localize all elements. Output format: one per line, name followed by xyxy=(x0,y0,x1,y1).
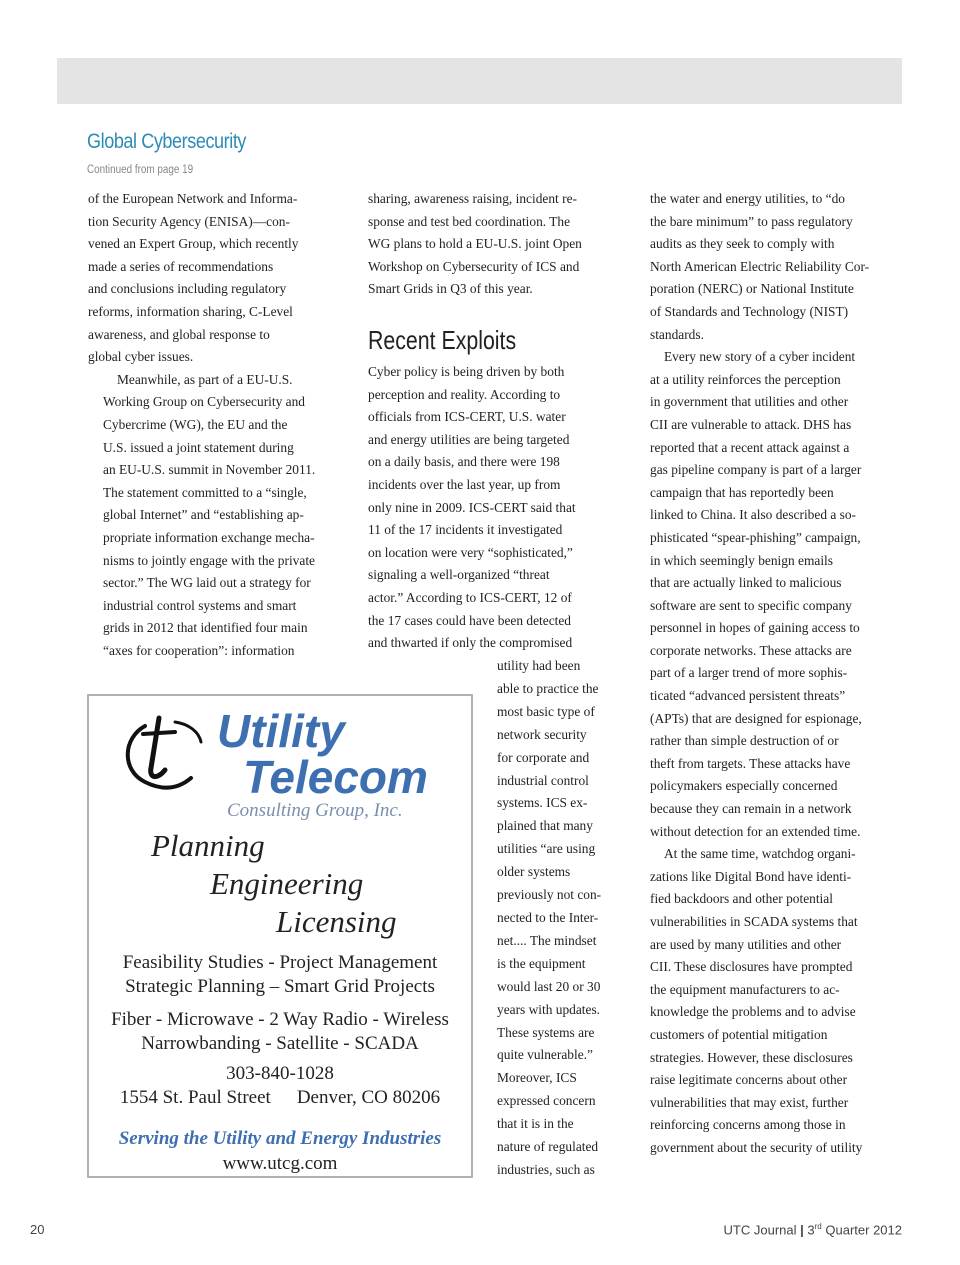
text-line: Smart Grids in Q3 of this year. xyxy=(368,281,533,297)
col2-paragraph-2 xyxy=(368,361,620,655)
col2-narrow-wrap xyxy=(497,655,627,1182)
text-line: theft from targets. These attacks have xyxy=(650,755,851,771)
col1-paragraph-2 xyxy=(88,369,344,663)
text-line: years with updates. xyxy=(497,1001,601,1017)
text-line: poration (NERC) or National Institute xyxy=(650,281,854,297)
text-line: sponse and test bed coordination. The xyxy=(368,213,571,229)
text-line: net.... The mindset xyxy=(497,932,597,948)
text-line: on location were very “sophisticated,” xyxy=(368,544,573,560)
text-line: of Standards and Technology (NIST) xyxy=(650,303,849,319)
text-line: rather than simple destruction of or xyxy=(650,733,839,749)
ad-city: Denver, CO 80206 xyxy=(296,1087,441,1108)
text-line: audits as they seek to comply with xyxy=(650,236,835,252)
text-line: Cyber policy is being driven by both xyxy=(368,363,565,379)
text-line: are used by many utilities and other xyxy=(650,936,842,952)
text-line: at a utility reinforces the perception xyxy=(650,371,841,387)
text-line: awareness, and global response to xyxy=(88,326,270,342)
text-line: the water and energy utilities, to “do xyxy=(650,191,845,206)
text-line: actor.” According to ICS-CERT, 12 of xyxy=(368,589,572,605)
text-line: personnel in hopes of gaining access to xyxy=(650,620,860,636)
text-line: tion Security Agency (ENISA)—con- xyxy=(88,213,290,229)
text-line: because they can remain in a network xyxy=(650,801,852,817)
ad-brand-telecom: Telecom xyxy=(243,751,428,803)
ad-line-strategic: Strategic Planning – Smart Grid Projects xyxy=(125,976,435,997)
text-line: raise legitimate concerns about other xyxy=(650,1072,848,1088)
text-line: global cyber issues. xyxy=(88,349,194,365)
text-line: industrial control systems and smart xyxy=(103,597,297,613)
text-line: Every new story of a cyber incident xyxy=(664,349,856,365)
ad-tagline: Serving the Utility and Energy Industries xyxy=(118,1128,442,1149)
text-line: industrial control xyxy=(497,772,589,788)
text-line: phisticated “spear-phishing” campaign, xyxy=(650,529,861,545)
text-line: standards. xyxy=(650,326,704,342)
text-line: The statement committed to a “single, xyxy=(103,484,307,500)
text-line: and conclusions including regulatory xyxy=(88,281,287,297)
text-line: utilities “are using xyxy=(497,841,596,857)
footer-quarter-number: 3 xyxy=(807,1222,815,1238)
ad-street: 1554 St. Paul Street xyxy=(119,1087,271,1108)
ad-brand-consulting: Consulting Group, Inc. xyxy=(227,800,403,821)
ad-service-planning: Planning xyxy=(151,828,265,863)
text-line: reported that a recent attack against a xyxy=(650,439,850,455)
text-line: plained that many xyxy=(497,818,593,834)
text-line: is the equipment xyxy=(497,955,586,971)
text-line: most basic type of xyxy=(497,703,595,719)
text-line: strategies. However, these disclosures xyxy=(650,1049,853,1065)
col3-paragraph-1 xyxy=(650,188,906,346)
text-line: CII are vulnerable to attack. DHS has xyxy=(650,416,852,432)
text-line: U.S. issued a joint statement during xyxy=(103,439,294,455)
text-line: utility had been xyxy=(497,658,581,673)
text-line: Moreover, ICS xyxy=(497,1070,577,1086)
ad-url-link[interactable]: www.utcg.com xyxy=(222,1153,338,1174)
text-line: would last 20 or 30 xyxy=(497,978,601,994)
text-line: and thwarted if only the compromised xyxy=(368,635,573,651)
text-line: for corporate and xyxy=(497,749,590,765)
text-line: only nine in 2009. ICS-CERT said that xyxy=(368,499,576,515)
text-line: Working Group on Cybersecurity and xyxy=(103,394,305,410)
text-line: nected to the Inter- xyxy=(497,909,599,925)
text-line: sharing, awareness raising, incident re- xyxy=(368,191,577,206)
text-line: propriate information exchange mecha- xyxy=(103,529,315,545)
text-line: the 17 cases could have been detected xyxy=(368,612,571,628)
text-line: global Internet” and “establishing ap- xyxy=(103,507,304,523)
ad-service-licensing: Licensing xyxy=(276,904,397,939)
text-line: Workshop on Cybersecurity of ICS and xyxy=(368,258,580,274)
text-line: Meanwhile, as part of a EU-U.S. xyxy=(117,371,293,387)
ad-line-feasibility: Feasibility Studies - Project Management xyxy=(122,952,438,973)
text-line: without detection for an extended time. xyxy=(650,823,861,839)
text-line: officials from ICS-CERT, U.S. water xyxy=(368,409,566,425)
text-line: campaign that has reportedly been xyxy=(650,484,834,500)
text-line: reforms, information sharing, C-Level xyxy=(88,303,293,319)
footer-journal xyxy=(724,1222,902,1237)
utility-telecom-advertisement[interactable] xyxy=(87,694,473,1178)
column-3 xyxy=(650,188,906,1160)
text-line: sector.” The WG laid out a strategy for xyxy=(103,575,311,591)
text-line: systems. ICS ex- xyxy=(497,795,588,811)
text-line: reinforcing concerns among those in xyxy=(650,1117,846,1133)
text-line: corporate networks. These attacks are xyxy=(650,642,852,658)
footer-separator: | xyxy=(800,1222,804,1238)
text-line: zations like Digital Bond have identi- xyxy=(650,868,852,884)
footer-quarter-rest: Quarter 2012 xyxy=(825,1222,902,1238)
text-line: North American Electric Reliability Cor- xyxy=(650,258,870,274)
ad-line-narrowbanding: Narrowbanding - Satellite - SCADA xyxy=(141,1033,419,1054)
text-line: that it is in the xyxy=(497,1116,574,1132)
ad-service-engineering: Engineering xyxy=(210,866,364,901)
page-number: 20 xyxy=(30,1222,45,1237)
col1-paragraph-1 xyxy=(88,188,344,369)
section-title: Global Cybersecurity xyxy=(87,130,247,153)
text-line: perception and reality. According to xyxy=(368,386,561,402)
text-line: made a series of recommendations xyxy=(88,258,274,274)
ad-phone: 303-840-1028 xyxy=(226,1063,334,1084)
ad-brand-utility: Utility xyxy=(217,705,345,757)
text-line: vulnerabilities in SCADA systems that xyxy=(650,914,858,929)
text-line: of the European Network and Informa- xyxy=(88,191,298,206)
text-line: government about the security of utility xyxy=(650,1139,863,1155)
text-line: customers of potential mitigation xyxy=(650,1026,828,1042)
utility-telecom-logo-icon xyxy=(115,708,215,798)
col3-paragraph-2 xyxy=(650,346,906,843)
column-1 xyxy=(88,188,344,662)
text-line: grids in 2012 that identified four main xyxy=(103,620,308,636)
text-line: ticated “advanced persistent threats” xyxy=(650,688,846,704)
subheading-recent-exploits: Recent Exploits xyxy=(368,324,517,355)
text-line: These systems are xyxy=(497,1024,595,1040)
text-line: that are actually linked to malicious xyxy=(650,575,842,591)
text-line: software are sent to specific company xyxy=(650,597,852,613)
text-line: industries, such as xyxy=(497,1161,595,1177)
col3-paragraph-3 xyxy=(650,843,906,1159)
text-line: (APTs) that are designed for espionage, xyxy=(650,710,862,726)
text-line: CII. These disclosures have prompted xyxy=(650,959,853,975)
text-line: Cybercrime (WG), the EU and the xyxy=(103,416,288,432)
text-line: expressed concern xyxy=(497,1093,596,1109)
text-line: previously not con- xyxy=(497,887,602,903)
column-2 xyxy=(368,188,620,655)
text-line: “axes for cooperation”: information xyxy=(103,642,295,658)
text-line: in government that utilities and other xyxy=(650,394,849,410)
text-line: fied backdoors and other potential xyxy=(650,891,833,907)
text-line: nisms to jointly engage with the private xyxy=(103,552,315,568)
col2-paragraph-1 xyxy=(368,188,620,301)
ad-address xyxy=(89,1087,471,1109)
footer-journal-name: UTC Journal xyxy=(723,1222,797,1238)
text-line: in which seemingly benign emails xyxy=(650,552,833,568)
continued-note: Continued from page 19 xyxy=(87,164,194,176)
text-line: WG plans to hold a EU-U.S. joint Open xyxy=(368,236,582,252)
text-line: and energy utilities are being targeted xyxy=(368,431,570,447)
text-line: network security xyxy=(497,726,587,742)
text-line: knowledge the problems and to advise xyxy=(650,1004,856,1020)
text-line: incidents over the last year, up from xyxy=(368,476,561,492)
text-line: the equipment manufacturers to ac- xyxy=(650,981,840,997)
text-line: the bare minimum” to pass regulatory xyxy=(650,213,853,229)
text-line: part of a larger trend of more sophis- xyxy=(650,665,848,681)
footer-quarter-suffix: rd xyxy=(814,1222,822,1231)
text-line: an EU-U.S. summit in November 2011. xyxy=(103,462,316,478)
text-line: able to practice the xyxy=(497,680,599,696)
text-line: vened an Expert Group, which recently xyxy=(88,236,299,252)
text-line: vulnerabilities that may exist, further xyxy=(650,1094,849,1110)
text-line: quite vulnerable.” xyxy=(497,1047,593,1063)
text-line: 11 of the 17 incidents it investigated xyxy=(368,522,563,538)
text-line: on a daily basis, and there were 198 xyxy=(368,454,560,470)
text-line: older systems xyxy=(497,864,571,880)
text-line: policymakers especially concerned xyxy=(650,778,838,794)
text-line: nature of regulated xyxy=(497,1139,599,1155)
text-line: gas pipeline company is part of a larger xyxy=(650,462,862,478)
header-band xyxy=(57,58,902,104)
text-line: signaling a well-organized “threat xyxy=(368,567,550,583)
text-line: At the same time, watchdog organi- xyxy=(664,846,856,862)
ad-line-fiber: Fiber - Microwave - 2 Way Radio - Wireless xyxy=(111,1009,449,1030)
text-line: linked to China. It also described a so- xyxy=(650,507,857,523)
